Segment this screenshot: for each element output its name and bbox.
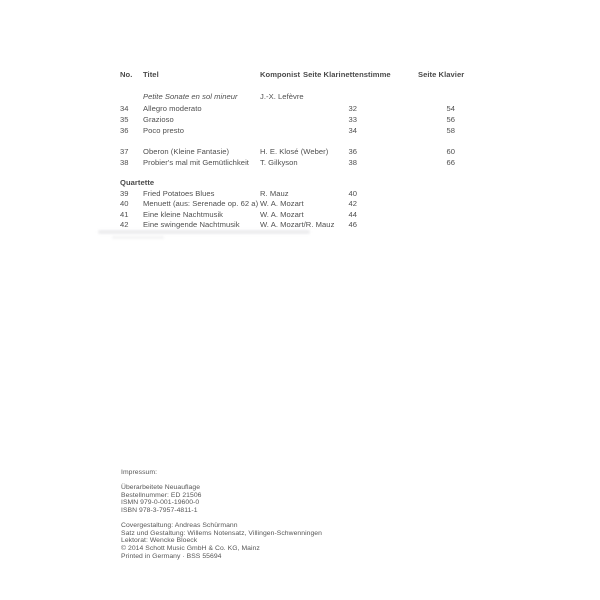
toc-cell-title: Grazioso xyxy=(143,115,174,124)
impressum-line: Bestellnummer: ED 21506 xyxy=(121,491,202,499)
toc-cell-page-clarinet: 38 xyxy=(348,158,357,167)
toc-cell-title: Oberon (Kleine Fantasie) xyxy=(143,147,230,156)
toc-cell-page-clarinet: 36 xyxy=(348,147,357,156)
toc-cell-page-clarinet: 40 xyxy=(348,189,357,198)
impressum-credits xyxy=(121,522,322,561)
toc-row xyxy=(120,147,590,156)
toc-cell-composer: W. A. Mozart xyxy=(260,210,304,219)
toc-cell-composer: J.-X. Lefèvre xyxy=(260,92,304,101)
col-header-composer: Komponist xyxy=(260,70,301,79)
toc-cell-title: Allegro moderato xyxy=(143,104,202,113)
toc-section-header-row xyxy=(120,178,590,187)
impressum-line: ISBN 978-3-7957-4811-1 xyxy=(121,507,198,515)
toc-cell-page-piano: 58 xyxy=(446,126,455,135)
toc-cell-no: 38 xyxy=(120,158,129,167)
col-header-piano-page: Seite Klavier xyxy=(418,70,465,79)
toc-cell-title: Petite Sonate en sol mineur xyxy=(143,92,238,101)
scan-bleed-artifact xyxy=(112,236,164,239)
toc-cell-page-clarinet: 44 xyxy=(348,210,357,219)
toc-row xyxy=(120,104,590,113)
toc-header-row xyxy=(120,70,590,79)
toc-cell-title: Poco presto xyxy=(143,126,185,135)
col-header-no: No. xyxy=(120,70,133,79)
toc-cell-title: Fried Potatoes Blues xyxy=(143,189,215,198)
toc-cell-page-clarinet: 32 xyxy=(348,104,357,113)
toc-row xyxy=(120,115,590,124)
toc-cell-title: Menuett (aus: Serenade op. 62 a) xyxy=(143,199,259,208)
toc-row xyxy=(120,158,590,167)
toc-row xyxy=(120,220,590,229)
toc-cell-page-clarinet: 34 xyxy=(348,126,357,135)
toc-cell-no: 39 xyxy=(120,189,129,198)
toc-cell-title: Eine kleine Nachtmusik xyxy=(143,210,224,219)
toc-row xyxy=(120,92,590,101)
impressum-line: ISMN 979-0-001-19600-0 xyxy=(121,499,200,507)
toc-cell-page-clarinet: 46 xyxy=(348,220,357,229)
toc-section-title: Quartette xyxy=(120,178,155,187)
toc-cell-no: 40 xyxy=(120,199,129,208)
col-header-clarinet-page: Seite Klarinettenstimme xyxy=(303,70,391,79)
toc-cell-no: 37 xyxy=(120,147,129,156)
toc-row xyxy=(120,199,590,208)
toc-cell-no: 35 xyxy=(120,115,129,124)
toc-cell-no: 36 xyxy=(120,126,129,135)
toc-cell-page-clarinet: 33 xyxy=(348,115,357,124)
toc-cell-composer: R. Mauz xyxy=(260,189,289,198)
impressum-line: Lektorat: Wencke Bloeck xyxy=(121,537,198,545)
scan-bleed-artifact xyxy=(98,230,310,234)
toc-cell-title: Eine swingende Nachtmusik xyxy=(143,220,240,229)
toc-cell-composer: H. E. Klosé (Weber) xyxy=(260,147,329,156)
toc-cell-no: 42 xyxy=(120,220,129,229)
toc-cell-no: 41 xyxy=(120,210,129,219)
toc-cell-composer: T. Gilkyson xyxy=(260,158,298,167)
toc-cell-no: 34 xyxy=(120,104,129,113)
impressum-line: Satz und Gestaltung: Willems Notensatz, Villingen-Schwenningen xyxy=(121,529,322,537)
toc-cell-composer: W. A. Mozart xyxy=(260,199,304,208)
toc-cell-page-piano: 66 xyxy=(446,158,455,167)
impressum-line: Covergestaltung: Andreas Schürmann xyxy=(121,522,238,529)
impressum-edition-info xyxy=(121,484,202,515)
col-header-title: Titel xyxy=(143,70,159,79)
impressum-label: Impressum: xyxy=(121,469,158,476)
toc-cell-composer: W. A. Mozart/R. Mauz xyxy=(260,220,335,229)
toc-cell-title: Probier's mal mit Gemütlichkeit xyxy=(143,158,249,167)
toc-cell-page-piano: 54 xyxy=(446,104,455,113)
impressum-line: © 2014 Schott Music GmbH & Co. KG, Mainz xyxy=(121,545,260,553)
impressum-line: Überarbeitete Neuauflage xyxy=(121,484,201,491)
toc-row xyxy=(120,210,590,219)
toc-row xyxy=(120,189,590,198)
toc-row xyxy=(120,126,590,135)
toc-cell-page-piano: 56 xyxy=(446,115,455,124)
impressum-line: Printed in Germany · BSS 55694 xyxy=(121,552,222,560)
toc-cell-page-piano: 60 xyxy=(446,147,455,156)
toc-cell-page-clarinet: 42 xyxy=(348,199,357,208)
